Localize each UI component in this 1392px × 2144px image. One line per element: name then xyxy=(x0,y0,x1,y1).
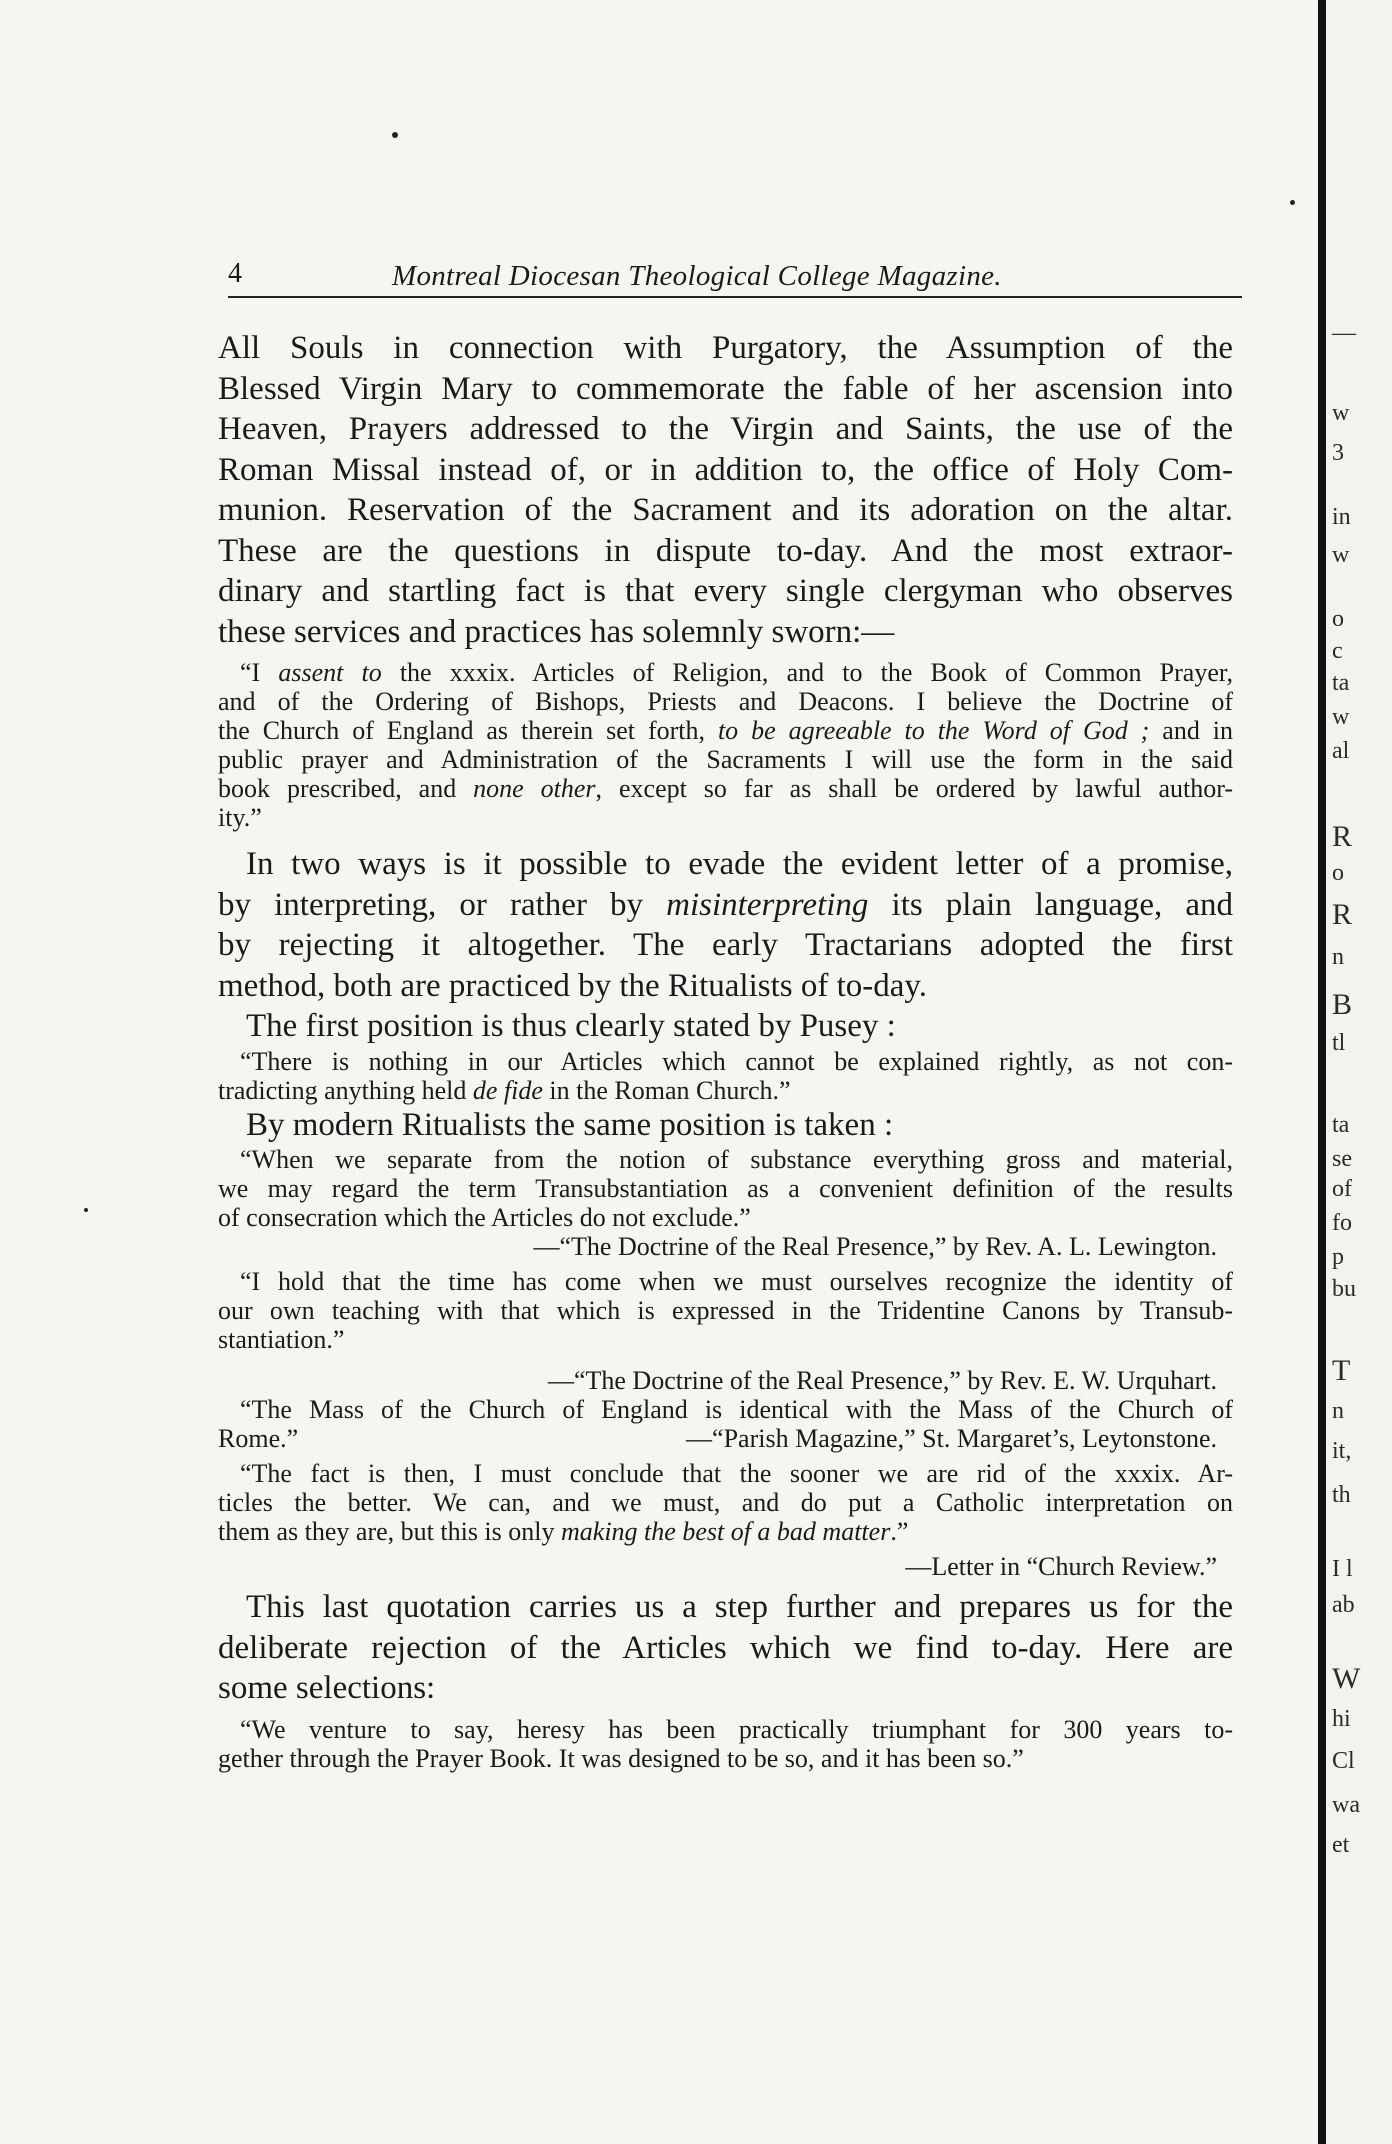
block-quote xyxy=(218,1715,1233,1773)
text-line: Blessed Virgin Mary to commemorate the fable of her ascension into xyxy=(218,370,1233,407)
fragment: it, xyxy=(1332,1438,1352,1464)
attribution-line: —“The Doctrine of the Real Presence,” by Rev. E. W. Urquhart. xyxy=(547,1366,1217,1395)
fragment: et xyxy=(1332,1832,1350,1858)
text-line: The first position is thus clearly stated by Pusey : xyxy=(246,1008,896,1044)
text-line: Roman Missal instead of, or in addition to, the office of Holy Com- xyxy=(218,451,1233,488)
paragraph xyxy=(218,1587,1233,1709)
text-line: munion. Reservation of the Sacrament and its adoration on the altar. xyxy=(218,492,1233,528)
fragment: n xyxy=(1332,1398,1344,1424)
fragment: R xyxy=(1332,898,1353,931)
fragment: fo xyxy=(1332,1210,1352,1236)
text-line: All Souls in connection with Purgatory, the Assumption of the xyxy=(218,330,1233,366)
text-line: tradicting anything held de fide in the Roman Church.” xyxy=(218,1075,791,1105)
text-line: the Church of England as therein set forth, to be agreeable to the Word of God ; and in xyxy=(218,716,1233,745)
page-number: 4 xyxy=(228,258,242,289)
fragment: T xyxy=(1332,1354,1351,1387)
block-quote xyxy=(218,1145,1233,1232)
text-line: “There is nothing in our Articles which cannot be explained rightly, as not con- xyxy=(240,1046,1233,1076)
fragment: n xyxy=(1332,944,1344,970)
fragment: hi xyxy=(1332,1706,1351,1732)
text-line: By modern Ritualists the same position is taken : xyxy=(246,1106,894,1143)
fragment: w xyxy=(1332,542,1350,568)
book-gutter xyxy=(1318,0,1326,2144)
text-line: This last quotation carries us a step further and prepares us for the xyxy=(246,1589,1233,1625)
fragment: R xyxy=(1332,820,1353,853)
text-line: we may regard the term Transubstantiation as a convenient definition of the results xyxy=(218,1174,1233,1203)
fragment: Cl xyxy=(1332,1748,1355,1774)
header-rule xyxy=(228,296,1242,298)
block-quote xyxy=(218,1267,1233,1354)
fragment: — xyxy=(1332,320,1356,346)
text-line: These are the questions in dispute to-day. And the most extraor- xyxy=(218,532,1233,569)
attribution xyxy=(218,1232,1233,1261)
text-line: “We venture to say, heresy has been practically triumphant for 300 years to- xyxy=(240,1714,1233,1744)
speck xyxy=(84,1208,88,1212)
fragment: tl xyxy=(1332,1030,1346,1056)
attribution xyxy=(218,1366,1233,1395)
attribution xyxy=(218,1552,1233,1581)
text-line: “When we separate from the notion of substance everything gross and material, xyxy=(240,1145,1233,1174)
text-line: of consecration which the Articles do not exclude.” xyxy=(218,1203,751,1232)
text-line: by rejecting it altogether. The early Tractarians adopted the first xyxy=(218,927,1233,963)
fragment: 3 xyxy=(1332,440,1344,466)
running-title: Montreal Diocesan Theological College Magazine. xyxy=(392,260,1002,292)
block-quote xyxy=(218,1047,1233,1105)
fragment: ab xyxy=(1332,1592,1355,1618)
attribution-line: —“The Doctrine of the Real Presence,” by Rev. A. L. Lewington. xyxy=(533,1232,1217,1261)
text-line: “I hold that the time has come when we must ourselves recognize the identity of xyxy=(240,1267,1233,1296)
text-line: our own teaching with that which is expressed in the Tridentine Canons by Transub- xyxy=(218,1296,1233,1325)
fragment: of xyxy=(1332,1176,1352,1202)
text-line: “The Mass of the Church of England is identical with the Mass of the Church of xyxy=(240,1395,1233,1424)
text-line: and of the Ordering of Bishops, Priests and Deacons. I believe the Doctrine of xyxy=(218,687,1233,716)
speck xyxy=(392,132,398,138)
paragraph xyxy=(218,844,1233,1006)
fragment: bu xyxy=(1332,1276,1356,1302)
text-line: ity.” xyxy=(218,803,262,832)
text-line: stantiation.” xyxy=(218,1325,345,1354)
text-line: by interpreting, or rather by misinterpreting its plain language, and xyxy=(218,886,1233,923)
fragment: al xyxy=(1332,738,1350,764)
text-line: “The fact is then, I must conclude that the sooner we are rid of the xxxix. Ar- xyxy=(240,1459,1233,1488)
running-header xyxy=(224,250,1244,296)
text-line: Heaven, Prayers addressed to the Virgin and Saints, the use of the xyxy=(218,411,1233,447)
text-line: ticles the better. We can, and we must, and do put a Catholic interpretation on xyxy=(218,1488,1233,1517)
text-line: dinary and startling fact is that every single clergyman who observes xyxy=(218,573,1233,609)
fragment: W xyxy=(1332,1662,1361,1695)
fragment: p xyxy=(1332,1244,1344,1270)
fragment: th xyxy=(1332,1482,1351,1508)
text-line: public prayer and Administration of the Sacraments I will use the form in the said xyxy=(218,745,1233,774)
text-line: “I assent to the xxxix. Articles of Religion, and to the Book of Common Prayer, xyxy=(240,658,1233,687)
block-quote xyxy=(218,658,1233,832)
fragment: o xyxy=(1332,606,1344,632)
speck xyxy=(1290,200,1295,205)
fragment: I l xyxy=(1332,1556,1353,1582)
text-line: some selections: xyxy=(218,1670,436,1706)
facing-page-edge xyxy=(1326,0,1392,2144)
text-line: these services and practices has solemnly sworn:— xyxy=(218,613,895,650)
block-quote xyxy=(218,1459,1233,1546)
text-line: them as they are, but this is only making the best of a bad matter.” xyxy=(218,1517,909,1546)
fragment: B xyxy=(1332,988,1353,1021)
fragment: w xyxy=(1332,400,1350,426)
text-line: gether through the Prayer Book. It was designed to be so, and it has been so.” xyxy=(218,1743,1024,1773)
fragment: ta xyxy=(1332,670,1350,696)
article-body xyxy=(218,328,1233,1773)
fragment: c xyxy=(1332,638,1343,664)
fragment: o xyxy=(1332,860,1344,886)
paragraph xyxy=(218,1006,1233,1047)
fragment: in xyxy=(1332,504,1351,530)
text-line: In two ways is it possible to evade the evident letter of a promise, xyxy=(246,846,1233,882)
text-line: Rome.” —“Parish Magazine,” St. Margaret’s, Leytonstone. xyxy=(218,1424,1217,1453)
block-quote xyxy=(218,1395,1233,1453)
fragment: se xyxy=(1332,1146,1352,1172)
text-line: method, both are practiced by the Ritualists of to-day. xyxy=(218,967,928,1004)
paragraph xyxy=(218,328,1233,652)
fragment: w xyxy=(1332,704,1350,730)
paragraph xyxy=(218,1105,1233,1146)
attribution-line: —Letter in “Church Review.” xyxy=(905,1552,1217,1581)
text-line: deliberate rejection of the Articles which we find to-day. Here are xyxy=(218,1629,1233,1666)
fragment: ta xyxy=(1332,1112,1350,1138)
fragment: wa xyxy=(1332,1792,1360,1818)
text-line: book prescribed, and none other, except so far as shall be ordered by lawful author- xyxy=(218,774,1234,803)
